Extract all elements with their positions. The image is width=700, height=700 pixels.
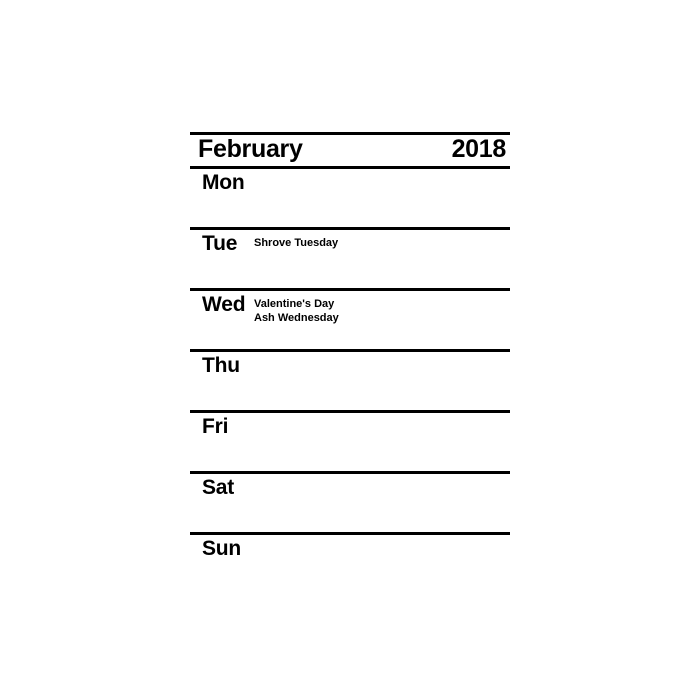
day-label-thu: Thu	[202, 354, 240, 377]
event-item: Shrove Tuesday	[254, 237, 339, 249]
day-label-wed: Wed	[202, 293, 246, 316]
event-item: Valentine's Day	[254, 298, 335, 310]
day-row-sat[interactable]	[190, 474, 510, 532]
day-row-sun[interactable]	[190, 535, 510, 593]
day-label-sun: Sun	[202, 537, 242, 560]
event-item: Ash Wednesday	[254, 312, 339, 324]
day-row-mon[interactable]	[190, 169, 510, 227]
day-label-mon: Mon	[202, 171, 245, 194]
day-label-fri: Fri	[202, 415, 229, 438]
year-title: 2018	[451, 135, 506, 163]
day-row-fri[interactable]	[190, 413, 510, 471]
month-title: February	[198, 135, 303, 163]
day-label-tue: Tue	[202, 232, 238, 255]
day-row-tue[interactable]	[190, 230, 510, 288]
calendar-header	[190, 135, 510, 166]
weekly-calendar	[190, 132, 510, 593]
day-label-sat: Sat	[202, 476, 235, 499]
day-events-wed	[254, 297, 504, 325]
day-row-thu[interactable]	[190, 352, 510, 410]
day-events-tue	[254, 236, 504, 250]
day-row-wed[interactable]	[190, 291, 510, 349]
